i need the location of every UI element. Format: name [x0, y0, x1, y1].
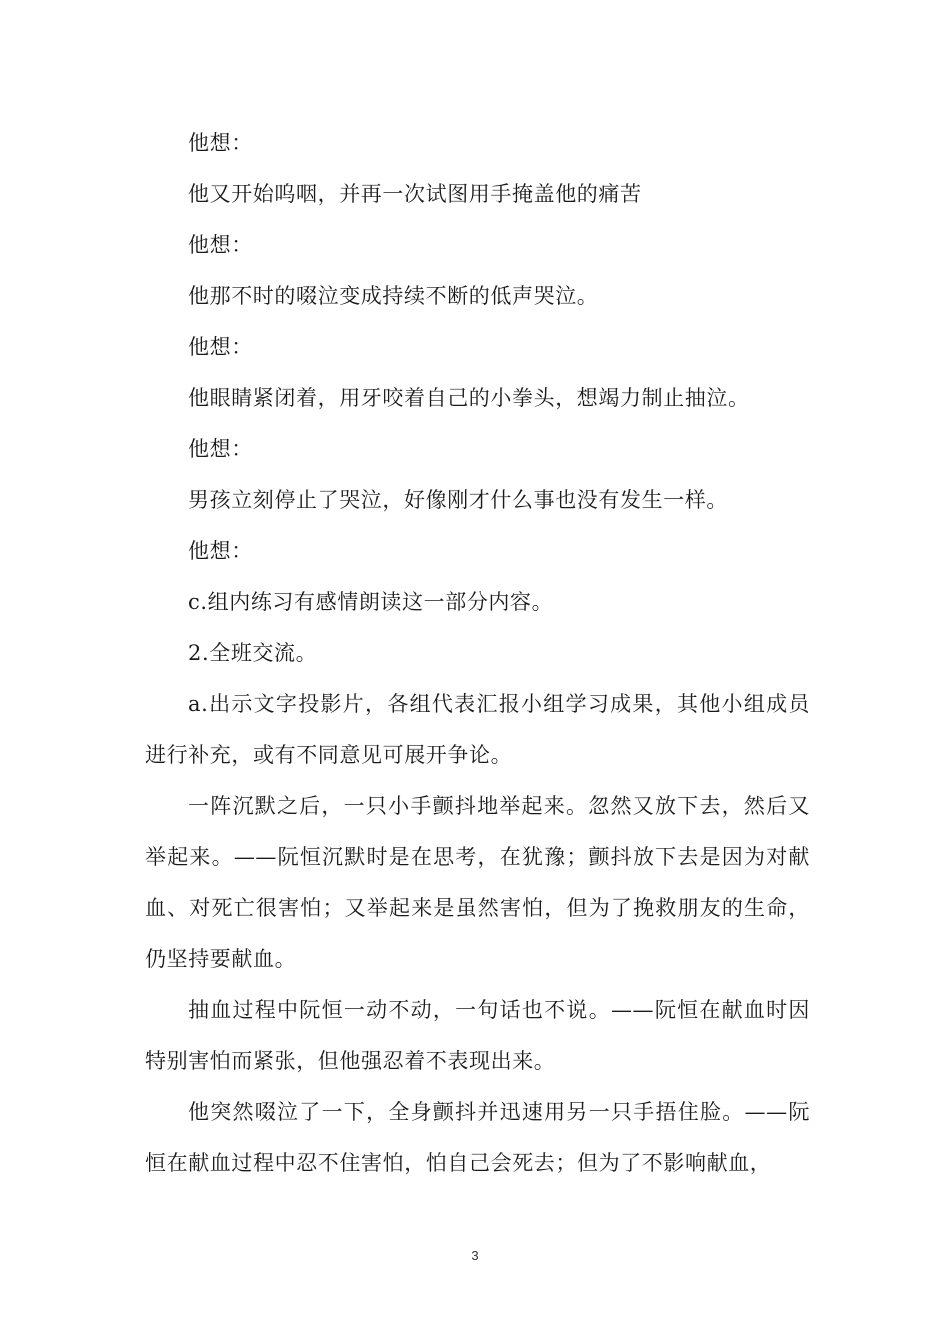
paragraph: 他想：: [188, 437, 253, 461]
paragraph: 抽血过程中阮恒一动不动，一句话也不说。——阮恒在献血时因特别害怕而紧张，但他强忍着不表现出来。: [145, 998, 810, 1073]
paragraph: 他想：: [188, 335, 253, 359]
paragraph: 他想：: [188, 539, 253, 563]
paragraph: c.组内练习有感情朗读这一部分内容。: [188, 590, 554, 614]
paragraph: 男孩立刻停止了哭泣，好像刚才什么事也没有发生一样。: [188, 488, 728, 512]
paragraph: 他突然啜泣了一下，全身颤抖并迅速用另一只手捂住脸。——阮恒在献血过程中忍不住害怕，怕自己会死去；但为了不影响献血，: [145, 1100, 810, 1175]
page-number: 3: [471, 1248, 479, 1263]
paragraph: 他又开始呜咽，并再一次试图用手掩盖他的痛苦: [188, 182, 642, 206]
paragraph: 他想：: [188, 131, 253, 155]
document-body: [145, 118, 810, 1189]
paragraph: 他那不时的啜泣变成持续不断的低声哭泣。: [188, 284, 599, 308]
paragraph: 他眼睛紧闭着，用牙咬着自己的小拳头，想竭力制止抽泣。: [188, 386, 750, 410]
paragraph: 他想：: [188, 233, 253, 257]
paragraph: 2.全班交流。: [188, 641, 318, 665]
paragraph: 一阵沉默之后，一只小手颤抖地举起来。忽然又放下去，然后又举起来。——阮恒沉默时是在思考，在犹豫；颤抖放下去是因为对献血、对死亡很害怕；又举起来是虽然害怕，但为了挽救朋友的生命，仍坚持要献血。: [145, 794, 810, 971]
paragraph: a.出示文字投影片，各组代表汇报小组学习成果，其他小组成员进行补充，或有不同意见可展开争论。: [145, 692, 810, 767]
